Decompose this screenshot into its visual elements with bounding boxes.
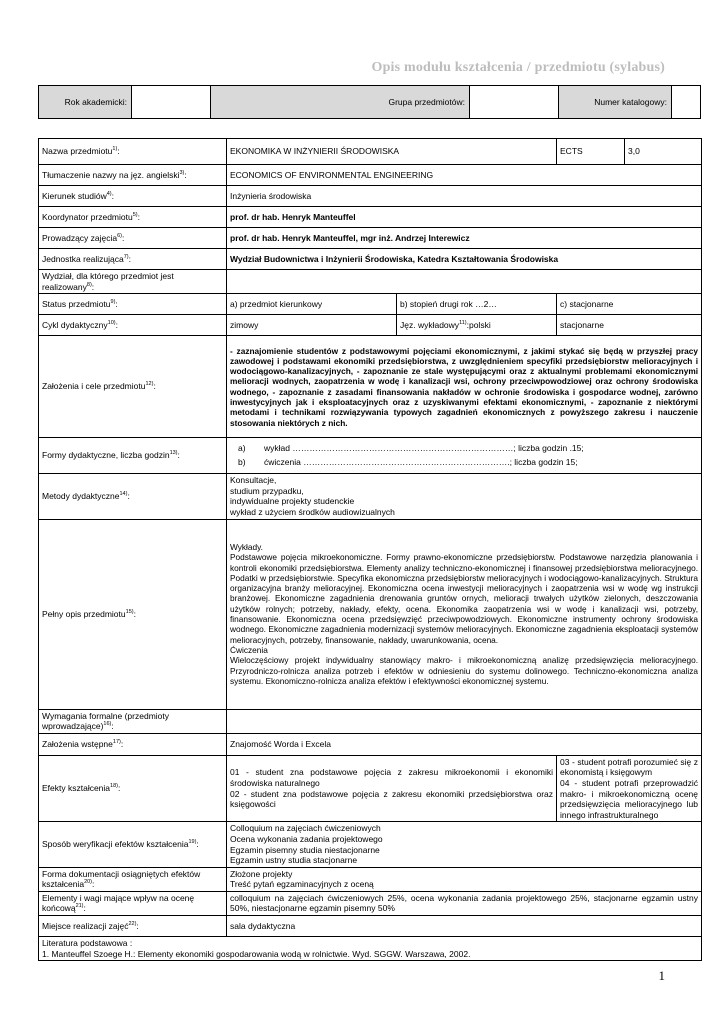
zalozenia-wstepne-label: Założenia wstępne$^{17)}$: (39, 733, 227, 755)
prowadzacy-value: prof. dr hab. Henryk Manteuffel, mgr inż. Andrzej Interewicz (227, 228, 702, 249)
status-c: c) stacjonarne (557, 294, 702, 315)
metody-line: Konsultacje, (230, 475, 277, 486)
page-title: Opis modułu kształcenia / przedmiotu (sylabus) (371, 60, 665, 75)
efekty-left: 01 - student zna podstawowe pojęcia z zakresu mikroekonomii i ekonomiki środowiska naturalnego 02 - student zna podstawowe pojęcia z zakresu ekonomiki przedsiębiorstwa oraz księgowości (227, 755, 557, 822)
formy-label: Formy dydaktyczne, liczba godzin$^{13)}$: (39, 438, 227, 474)
literatura-label: Literatura podstawowa : (42, 938, 133, 949)
kierunek-value: Inżynieria środowiska (227, 186, 702, 207)
row-jednostka (39, 249, 702, 270)
zalozenia-wstepne-value: Znajomość Worda i Excela (227, 733, 702, 755)
koordynator-label: Koordynator przedmiotu$^{5)}$: (39, 207, 227, 228)
metody-value (227, 474, 702, 519)
forma-dok-value (227, 867, 702, 891)
forma-dok-line: Treść pytań egzaminacyjnych z oceną (230, 879, 374, 890)
kierunek-label: Kierunek studiów$^{4)}$: (39, 186, 227, 207)
rok-label: Rok akademicki: (39, 86, 132, 119)
wyklady-heading: Wykłady. (230, 541, 263, 552)
page-number: 1 (658, 968, 665, 983)
row-zalozenia-cele (39, 336, 702, 438)
rok-value[interactable] (132, 86, 211, 119)
efekty-right: 03 - student potrafi porozumieć się z ekonomistą i księgowym 04 - student potrafi przeprowadzić makro- i mikroekonomiczną ocenę przedsięwzięcia melioracyjnego lub innego infrastrukturalnego (557, 755, 702, 822)
row-kierunek (39, 186, 702, 207)
zalozenia-cele-label: Założenia i cele przedmiotu$^{12)}$: (39, 336, 227, 438)
jednostka-label: Jednostka realizująca$^{7)}$: (39, 249, 227, 270)
sposob-line: Egzamin ustny studia stacjonarne (230, 855, 358, 866)
elementy-value: colloquium na zajęciach ćwiczeniowych 25%, ocena wykonania zadania projektowego 25%, stacjonarne egzamin ustny 50%, niestacjonarne egzamin pisemny 50% (227, 891, 702, 915)
numer-value[interactable] (672, 86, 701, 119)
pelny-opis-label: Pełny opis przedmiotu$^{15)}$: (39, 519, 227, 709)
zalozenia-cele-value: - zaznajomienie studentów z podstawowymi pojęciami ekonomicznymi, z jakimi stykać się będą w przyszłej pracy zawodowej i podstawami ekonomiki przedsiębiorstwa, z uwzględnieniem specyfiki przedsiębiorstw melioracyjnych i wodociągowo-kanalizacyjnych, - zapoznanie ze stale występującymi oraz z aktualnymi problemami ekonomicznymi melioracji wodnych, zaopatrzenia w wodę i kanalizacji wsi, ochrony przeciwpowodziowej oraz ochrony środowiska wodnego, - zapoznanie z zasadami finansowania nakładów w ochronie środowiska i gospodarce wodnej, zarówno inwestycyjnych jak i eksploatacyjnych oraz z uzyskiwanymi efektami ekonomicznymi, - zapoznanie z niektórymi metodami i technikami rozwiązywania typowych zagadnień ekonomicznych z powyższego zakresu i nauczenie stosowania niektórych z nich. (227, 336, 702, 438)
wymagania-value (227, 709, 702, 733)
nazwa-value: EKONOMIKA W INŻYNIERII ŚRODOWISKA (227, 139, 557, 165)
metody-label: Metody dydaktyczne$^{14)}$: (39, 474, 227, 519)
row-pelny-opis (39, 519, 702, 709)
row-wymagania (39, 709, 702, 733)
syllabus-table (38, 138, 702, 961)
row-zalozenia-wstepne (39, 733, 702, 755)
row-miejsce (39, 916, 702, 937)
sposob-line: Ocena wykonania zadania projektowego (230, 833, 383, 844)
tlumaczenie-value: ECONOMICS OF ENVIRONMENTAL ENGINEERING (227, 165, 702, 186)
status-label: Status przedmiotu$^{9)}$: (39, 294, 227, 315)
prowadzacy-label: Prowadzący zajęcia$^{6)}$: (39, 228, 227, 249)
row-koordynator (39, 207, 702, 228)
literatura-cell (39, 937, 702, 961)
elementy-label: Elementy i wagi mające wpływ na ocenę końcową$^{21)}$: (39, 891, 227, 915)
row-cykl (39, 315, 702, 336)
formy-value (227, 438, 702, 474)
metody-line: wykład z użyciem środków audiowizualnych (230, 506, 395, 517)
row-sposob (39, 822, 702, 867)
metody-line: studium przypadku, (230, 485, 304, 496)
sposob-line: Colloquium na zajęciach ćwiczeniowych (230, 823, 381, 834)
row-elementy (39, 891, 702, 915)
forma-dok-label: Forma dokumentacji osiągniętych efektów kształcenia$^{20)}$: (39, 867, 227, 891)
row-forma-dok (39, 867, 702, 891)
row-efekty (39, 755, 702, 822)
formy-item-a: a) wykład ……………………………………………………………………; liczba godzin .15; (238, 443, 584, 454)
row-tlumaczenie (39, 165, 702, 186)
tlumaczenie-label: Tłumaczenie nazwy na jęz. angielski$^{3)}$: (39, 165, 227, 186)
sposob-label: Sposób weryfikacji efektów kształcenia$^{19)}$: (39, 822, 227, 867)
wyklady-text: Podstawowe pojęcia mikroekonomiczne. Formy prawno-ekonomiczne przedsiębiorstw. Podstawowe narzędzia planowania i kontroli ekonomiki przedsiębiorstwa. Elementy analizy techniczno-ekonomicznej i finansowej przedsiębiorstwa melioracyjnego. Podatki w przedsiębiorstwie. Specyfika ekonomiczna przedsiębiorstw melioracyjnych i wodociągowo-kanalizacyjnych. Struktura organizacyjna branży melioracyjnej. Ekonomiczna ocena inwestycji melioracyjnych i zaopatrzenia wsi w wodę wg instrukcji branżowej. Ekonomiczne zagadnienia drenowania gruntów ornych, melioracji trwałych użytków zielonych, deszczowania użytków rolnych; potrzeby, nakłady, efekty, ocena. Ekonomika zaopatrzenia wsi w wodę i kanalizacji wsi, potrzeby, finansowanie. Ekonomiczna ocena przedsięwzięć przeciwpowodziowych. Ekonomiczne instrumenty ochrony środowiska wodnego. Ekonomiczne zagadnienia modernizacji systemów melioracyjnych. Ekonomiczne zagadnienia eksploatacji systemów melioracyjnych, potrzeby, finansowanie, nakłady, uwarunkowania, ocena. (230, 552, 699, 645)
miejsce-label: Miejsce realizacji zajęć$^{22)}$: (39, 916, 227, 937)
pelny-opis-value (227, 519, 702, 709)
wydzial-value (227, 270, 702, 294)
numer-label: Numer katalogowy: (559, 86, 672, 119)
koordynator-value: prof. dr hab. Henryk Manteuffel (227, 207, 702, 228)
efekty-label: Efekty kształcenia$^{18)}$: (39, 755, 227, 822)
ects-value: 3,0 (625, 139, 702, 165)
forma-dok-line: Złożone projekty (230, 868, 293, 879)
row-wydzial (39, 270, 702, 294)
row-formy (39, 438, 702, 474)
ects-label: ECTS (557, 139, 625, 165)
grupa-label: Grupa przedmiotów: (211, 86, 470, 119)
wydzial-label: Wydział, dla którego przedmiot jest realizowany$^{8)}$: (39, 270, 227, 294)
status-a: a) przedmiot kierunkowy (227, 294, 397, 315)
row-literatura (39, 937, 702, 961)
row-metody (39, 474, 702, 519)
formy-item-b: b) ćwiczenia ……………………………………………………………….; liczba godzin 15; (238, 457, 578, 468)
row-nazwa (39, 139, 702, 165)
header-table (38, 85, 701, 119)
cwiczenia-heading: Ćwiczenia (230, 644, 268, 655)
miejsce-value: sala dydaktyczna (227, 916, 702, 937)
wymagania-label: Wymagania formalne (przedmioty wprowadzające)$^{16)}$: (39, 709, 227, 733)
cwiczenia-text: Wieloczęściowy projekt indywidualny stanowiący makro- i mikroekonomiczną analizę przedsięwzięcia melioracyjnego. Przyrodniczo-rolnicza analiza potrzeb i efektów w odniesieniu do systemu dolinowego. Techniczno-ekonomiczna analiza systemu. Ekonomiczno-rolnicza analiza efektów i efektywności ekonomicznej systemu. (230, 655, 699, 686)
status-b: b) stopień drugi rok …2… (397, 294, 557, 315)
nazwa-label: Nazwa przedmiotu$^{1)}$: (39, 139, 227, 165)
tryb-value: stacjonarne (557, 315, 702, 336)
literatura-value: 1. Manteuffel Szoege H.: Elementy ekonomiki gospodarowania wodą w rolnictwie. Wyd. SGGW. Warszawa, 2002. (42, 948, 471, 959)
sposob-line: Egzamin pisemny studia niestacjonarne (230, 844, 380, 855)
metody-line: indywidualne projekty studenckie (230, 496, 355, 507)
grupa-value[interactable] (470, 86, 559, 119)
jednostka-value: Wydział Budownictwa i Inżynierii Środowiska, Katedra Kształtowania Środowiska (227, 249, 702, 270)
jezyk-cell: Jęz. wykładowy$^{11)}$:polski (397, 315, 557, 336)
row-status (39, 294, 702, 315)
sposob-value (227, 822, 702, 867)
cykl-label: Cykl dydaktyczny$^{10)}$: (39, 315, 227, 336)
row-prowadzacy (39, 228, 702, 249)
cykl-value: zimowy (227, 315, 397, 336)
